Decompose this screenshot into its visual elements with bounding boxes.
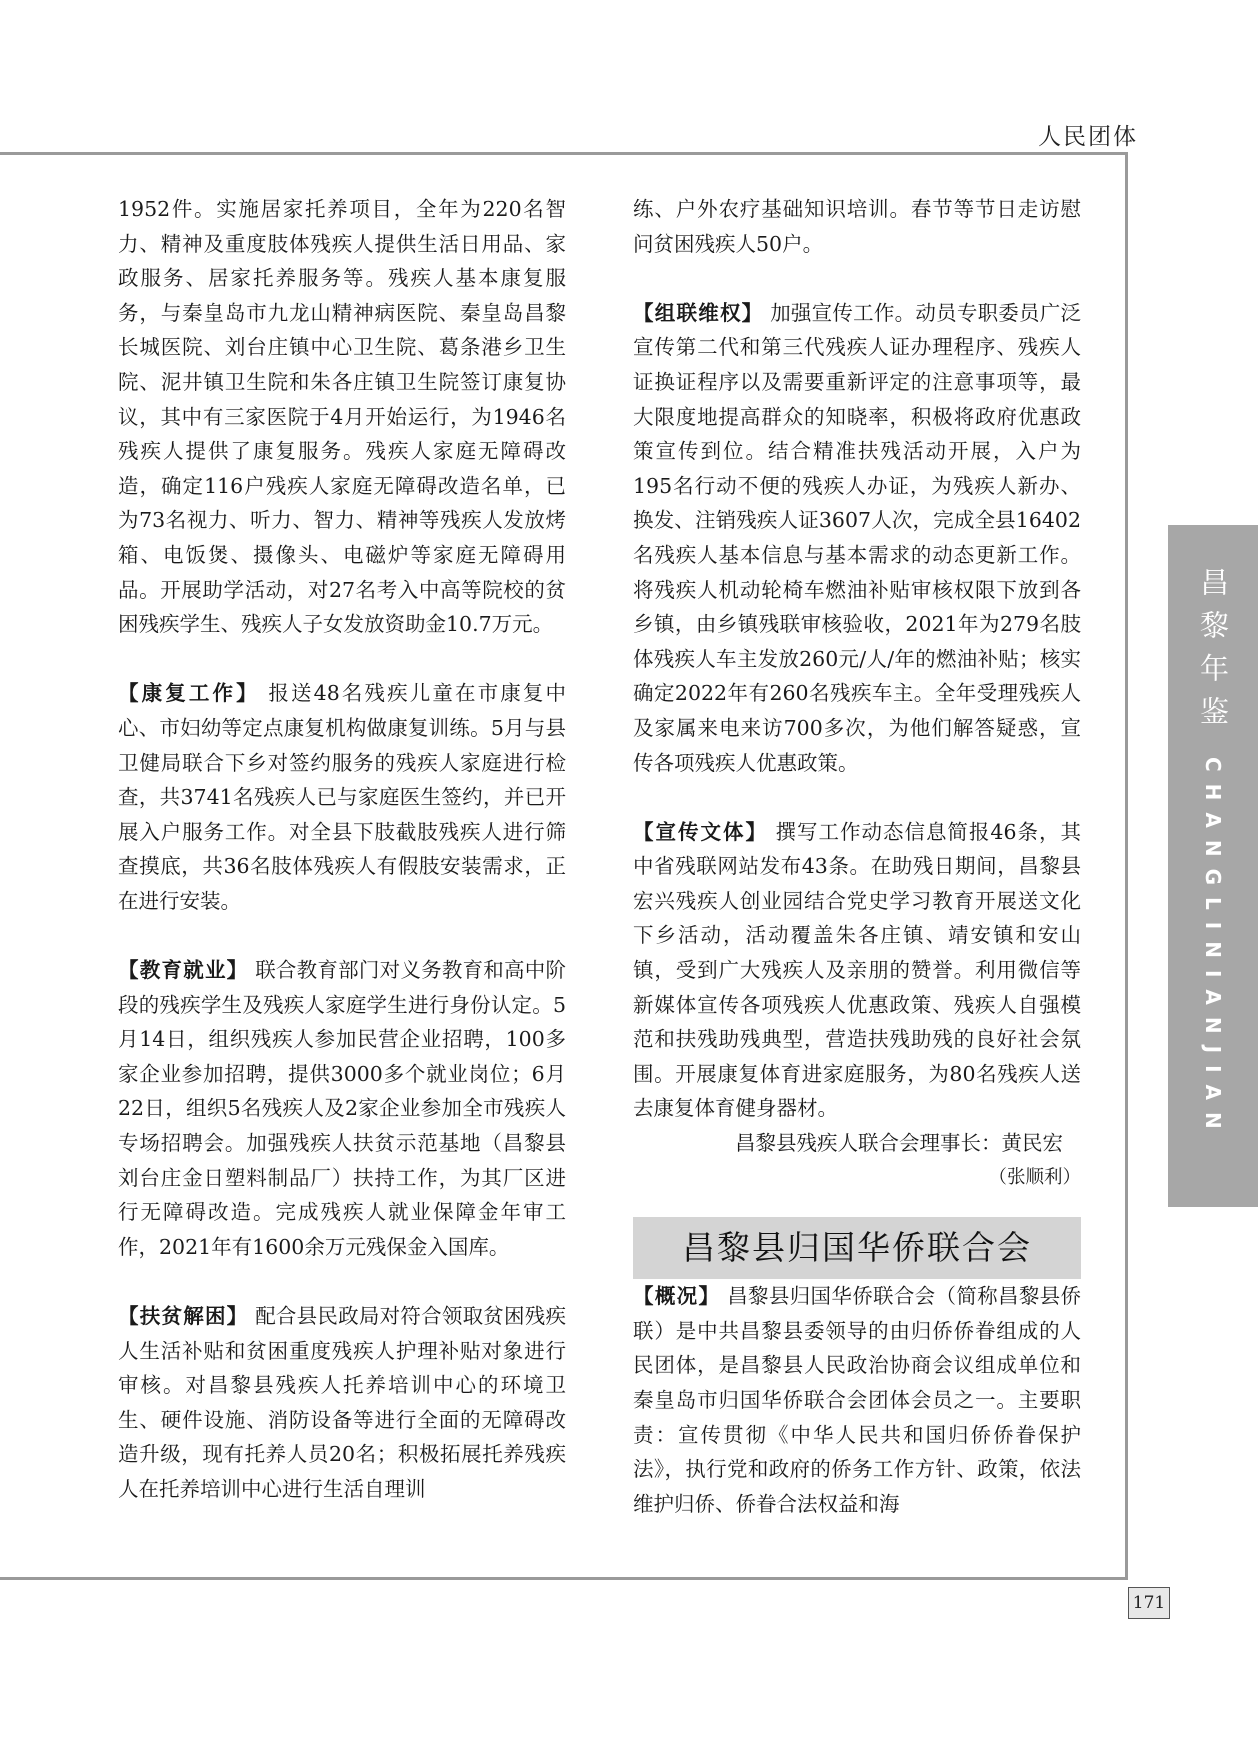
left-paragraph-4 [118, 1299, 566, 1507]
left-column [118, 192, 566, 1507]
paragraph-text: 配合县民政局对符合领取贫困残疾人生活补贴和贫困重度残疾人护理补贴对象进行审核。对昌黎县残疾人托养培训中心的环境卫生、硬件设施、消防设备等进行全面的无障碍改造升级，现有托养人员20名；积极拓展托养残疾人在托养培训中心进行生活自理训 [118, 1304, 567, 1501]
right-paragraph-2 [633, 296, 1081, 780]
section-header: 人民团体 [1038, 124, 1138, 150]
left-paragraph-1: 1952件。实施居家托养项目，全年为220名智力、精神及重度肢体残疾人提供生活日用品、家政服务、居家托养服务等。残疾人基本康复服务，与秦皇岛市九龙山精神病医院、秦皇岛昌黎长城医院、刘台庄镇中心卫生院、葛条港乡卫生院、泥井镇卫生院和朱各庄镇卫生院签订康复协议，其中有三家医院于4月开始运行，为1946名残疾人提供了康复服务。残疾人家庭无障碍改造，确定116户残疾人家庭无障碍改造名单，已为73名视力、听力、智力、精神等残疾人发放烤箱、电饭煲、摄像头、电磁炉等家庭无障碍用品。开展助学活动，对27名考入中高等院校的贫困残疾学生、残疾人子女发放资助金10.7万元。 [118, 197, 566, 637]
side-tab [1168, 525, 1258, 1207]
paragraph-text: 加强宣传工作。动员专职委员广泛宣传第二代和第三代残疾人证办理程序、残疾人证换证程序以及需要重新评定的注意事项等，最大限度地提高群众的知晓率，积极将政府优惠政策宣传到位。结合精准扶残活动开展，入户为195名行动不便的残疾人办证，为残疾人新办、换发、注销残疾人证3607人次，完成全县16402名残疾人基本信息与基本需求的动态更新工作。将残疾人机动轮椅车燃油补贴审核权限下放到各乡镇，由乡镇残联审核验收，2021年为279名肢体残疾人车主发放260元/人/年的燃油补贴；核实确定2022年有260名残疾车主。全年受理残疾人及家属来电来访700多次，为他们解答疑惑，宣传各项残疾人优惠政策。 [633, 300, 1082, 775]
section-tag: 【康复工作】 [118, 681, 260, 706]
left-paragraph-3 [118, 953, 566, 1264]
right-column [633, 192, 1081, 1521]
paragraph-text: 联合教育部门对义务教育和高中阶段的残疾学生及残疾人家庭学生进行身份认定。5月14日，组织残疾人参加民营企业招聘，100多家企业参加招聘，提供3000多个就业岗位；6月22日，组织5名残疾人及2家企业参加全市残疾人专场招聘会。加强残疾人扶贫示范基地（昌黎县刘台庄金日塑料制品厂）扶持工作，为其厂区进行无障碍改造。完成残疾人就业保障金年审工作，2021年有1600余万元残保金入国库。 [118, 958, 567, 1259]
section-tag: 【组联维权】 [633, 300, 764, 325]
frame-right-rule [1125, 152, 1128, 1578]
signature-line: 昌黎县残疾人联合会理事长：黄民宏 [735, 1131, 1063, 1156]
right-paragraph-4 [633, 1279, 1081, 1521]
frame-bottom-rule [0, 1577, 1128, 1580]
section-tag: 【扶贫解困】 [118, 1304, 249, 1328]
side-tab-chinese: 昌黎年鉴 [1196, 567, 1230, 739]
frame-top-rule [0, 152, 1128, 155]
left-paragraph-2 [118, 676, 566, 918]
author-credit: （张顺利） [988, 1166, 1081, 1188]
right-paragraph-1: 练、户外农疗基础知识培训。春节等节日走访慰问贫困残疾人50户。 [633, 197, 1081, 256]
section-tag: 【宣传文体】 [633, 819, 768, 844]
right-paragraph-3 [633, 815, 1081, 1126]
section-tag: 【概况】 [633, 1284, 721, 1309]
section-tag: 【教育就业】 [118, 958, 249, 983]
paragraph-text: 昌黎县归国华侨联合会（简称昌黎县侨联）是中共昌黎县委领导的由归侨侨眷组成的人民团体，是昌黎县人民政治协商会议组成单位和秦皇岛市归国华侨联合会团体会员之一。主要职责：宣传贯彻《中华人民共和国归侨侨眷保护法》，执行党和政府的侨务工作方针、政策，依法维护归侨、侨眷合法权益和海 [633, 1284, 1082, 1516]
side-tab-pinyin: CHANGLINIANJIAN [1201, 757, 1225, 1141]
page-number: 171 [1128, 1587, 1170, 1619]
paragraph-text: 撰写工作动态信息简报46条，其中省残联网站发布43条。在助残日期间，昌黎县宏兴残疾人创业园结合党史学习教育开展送文化下乡活动，活动覆盖朱各庄镇、靖安镇和安山镇，受到广大残疾人及亲朋的赞誉。利用微信等新媒体宣传各项残疾人优惠政策、残疾人自强模范和扶残助残典型，营造扶残助残的良好社会氛围。开展康复体育进家庭服务，为80名残疾人送去康复体育健身器材。 [633, 819, 1081, 1121]
paragraph-text: 报送48名残疾儿童在市康复中心、市妇幼等定点康复机构做康复训练。5月与县卫健局联合下乡对签约服务的残疾人家庭进行检查，共3741名残疾人已与家庭医生签约，并已开展入户服务工作。对全县下肢截肢残疾人进行筛查摸底，共36名肢体残疾人有假肢安装需求，正在进行安装。 [118, 681, 567, 913]
org-title-banner: 昌黎县归国华侨联合会 [633, 1217, 1081, 1279]
